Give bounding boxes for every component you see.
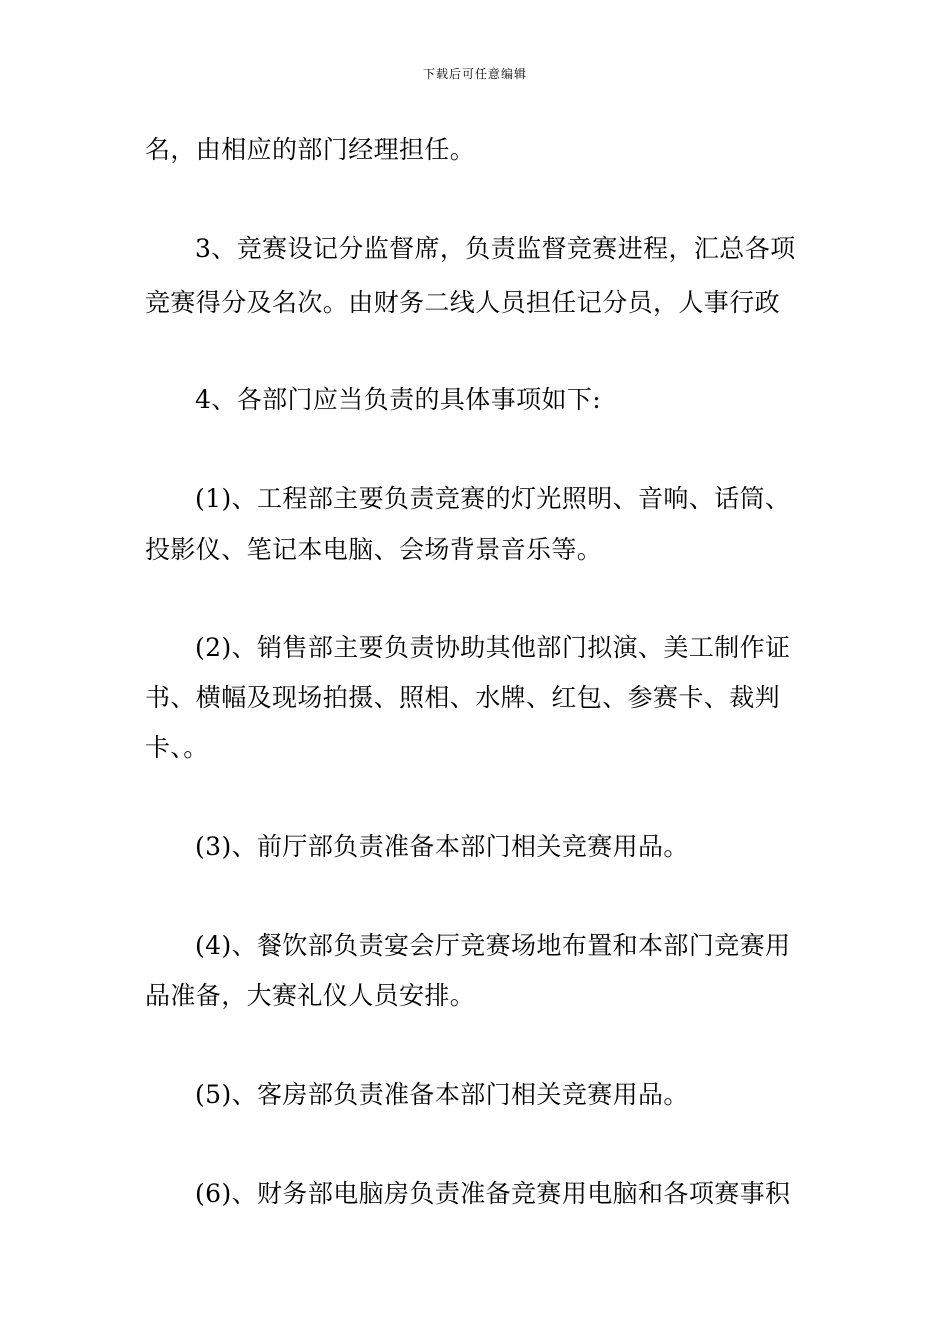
paragraph-line: 卡、。: [145, 733, 209, 762]
paragraph-line: (4)、餐饮部负责宴会厅竞赛场地布置和本部门竞赛用: [195, 931, 791, 960]
paragraph-line: (2)、销售部主要负责协助其他部门拟演、美工制作证: [195, 633, 791, 662]
paragraph-line: (3)、前厅部负责准备本部门相关竞赛用品。: [195, 832, 689, 861]
paragraph-line: (6)、财务部电脑房负责准备竞赛用电脑和各项赛事积: [195, 1179, 791, 1208]
paragraph-line: 投影仪、笔记本电脑、会场背景音乐等。: [145, 535, 603, 564]
paragraph-line: 4、各部门应当负责的具体事项如下:: [195, 385, 602, 414]
paragraph-line: 品准备，大赛礼仪人员安排。: [145, 981, 476, 1010]
paragraph-line: 名，由相应的部门经理担任。: [145, 135, 476, 164]
paragraph-line: (1)、工程部主要负责竞赛的灯光照明、音响、话筒、: [195, 484, 791, 513]
paragraph-line: 3、竞赛设记分监督席，负责监督竞赛进程，汇总各项: [195, 234, 796, 263]
paragraph-line: 竞赛得分及名次。由财务二线人员担任记分员，人事行政: [145, 288, 781, 317]
paragraph-line: (5)、客房部负责准备本部门相关竞赛用品。: [195, 1080, 689, 1109]
page-header-note: 下载后可任意编辑: [422, 67, 527, 81]
paragraph-line: 书、横幅及现场拍摄、照相、水牌、红包、参赛卡、裁判: [145, 683, 781, 712]
